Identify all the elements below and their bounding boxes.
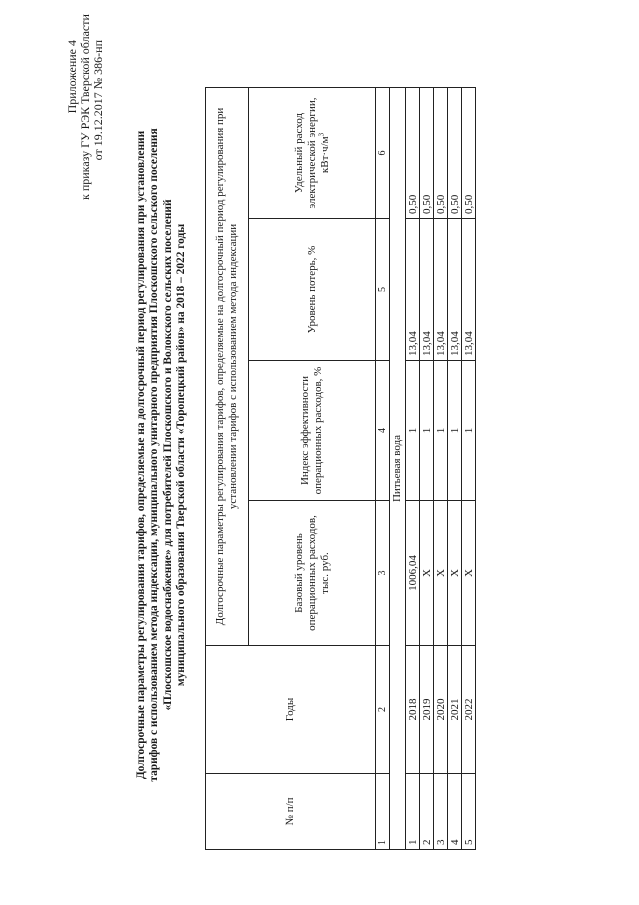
title-line: тарифов с использованием метода индексации, муниципального унитарного предприятия Плоскошского сельского поселения bbox=[148, 128, 161, 782]
row-base-opex: Х bbox=[420, 501, 434, 646]
row-efficiency-index: 1 bbox=[462, 361, 476, 501]
header-num: № п/п bbox=[206, 774, 376, 850]
row-base-opex: Х bbox=[448, 501, 462, 646]
header-losses: Уровень потерь, % bbox=[249, 219, 376, 361]
title-line: «Плоскошское водоснабжение» для потребителей Плоскошского и Волокского сельских поселений bbox=[161, 199, 174, 711]
column-number: 6 bbox=[376, 87, 390, 218]
column-number: 2 bbox=[376, 646, 390, 774]
section-row bbox=[390, 87, 406, 849]
row-losses: 13,04 bbox=[406, 219, 420, 361]
row-base-opex: Х bbox=[434, 501, 448, 646]
row-year: 2021 bbox=[448, 646, 462, 774]
row-efficiency-index: 1 bbox=[406, 361, 420, 501]
row-losses: 13,04 bbox=[434, 219, 448, 361]
row-number: 3 bbox=[434, 774, 448, 850]
appendix-order: к приказу ГУ РЭК Тверской области bbox=[78, 14, 92, 200]
row-losses: 13,04 bbox=[448, 219, 462, 361]
row-energy: 0,50 bbox=[462, 87, 476, 218]
row-energy: 0,50 bbox=[448, 87, 462, 218]
header-efficiency-index: Индекс эффективности операционных расходов, % bbox=[249, 361, 376, 501]
title-line: муниципального образования Тверской области «Торопецкий район» на 2018 – 2022 годы bbox=[175, 223, 188, 687]
section-title: Питьевая вода bbox=[390, 87, 406, 849]
row-base-opex: Х bbox=[462, 501, 476, 646]
table-row bbox=[448, 87, 462, 849]
column-number: 5 bbox=[376, 219, 390, 361]
row-losses: 13,04 bbox=[462, 219, 476, 361]
header-years: Годы bbox=[206, 646, 376, 774]
document-title bbox=[135, 110, 189, 800]
header-base-opex: Базовый уровень операционных расходов, тыс. руб. bbox=[249, 501, 376, 646]
appendix-title: Приложение 4 bbox=[65, 40, 79, 114]
row-efficiency-index: 1 bbox=[448, 361, 462, 501]
row-losses: 13,04 bbox=[420, 219, 434, 361]
header-energy-text: Удельный расход электрической энергии, кВт·ч/м bbox=[292, 97, 331, 209]
row-number: 5 bbox=[462, 774, 476, 850]
row-number: 4 bbox=[448, 774, 462, 850]
column-number-row bbox=[376, 87, 390, 849]
column-number: 1 bbox=[376, 774, 390, 850]
parameters-table bbox=[205, 87, 476, 850]
column-number: 4 bbox=[376, 361, 390, 501]
title-line: Долгосрочные параметры регулирования тарифов, определяемые на долгосрочный период регулирования при установлении bbox=[135, 130, 147, 780]
row-energy: 0,50 bbox=[434, 87, 448, 218]
row-energy: 0,50 bbox=[420, 87, 434, 218]
table-row bbox=[420, 87, 434, 849]
row-energy: 0,50 bbox=[406, 87, 420, 218]
header-energy bbox=[249, 87, 376, 218]
appendix-note bbox=[65, 14, 105, 200]
table-row bbox=[462, 87, 476, 849]
row-base-opex: 1006,04 bbox=[406, 501, 420, 646]
table-row bbox=[406, 87, 420, 849]
row-year: 2018 bbox=[406, 646, 420, 774]
column-number: 3 bbox=[376, 501, 390, 646]
row-number: 2 bbox=[420, 774, 434, 850]
row-efficiency-index: 1 bbox=[420, 361, 434, 501]
row-efficiency-index: 1 bbox=[434, 361, 448, 501]
table-row bbox=[434, 87, 448, 849]
appendix-date: от 19.12.2017 № 386-нп bbox=[91, 40, 105, 161]
header-energy-sup: 3 bbox=[316, 132, 325, 137]
header-group: Долгосрочные параметры регулирования тарифов, определяемые на долгосрочный период регулирования при установлении тарифов с использованием метода индексации bbox=[206, 87, 249, 645]
row-number: 1 bbox=[406, 774, 420, 850]
row-year: 2020 bbox=[434, 646, 448, 774]
row-year: 2019 bbox=[420, 646, 434, 774]
row-year: 2022 bbox=[462, 646, 476, 774]
